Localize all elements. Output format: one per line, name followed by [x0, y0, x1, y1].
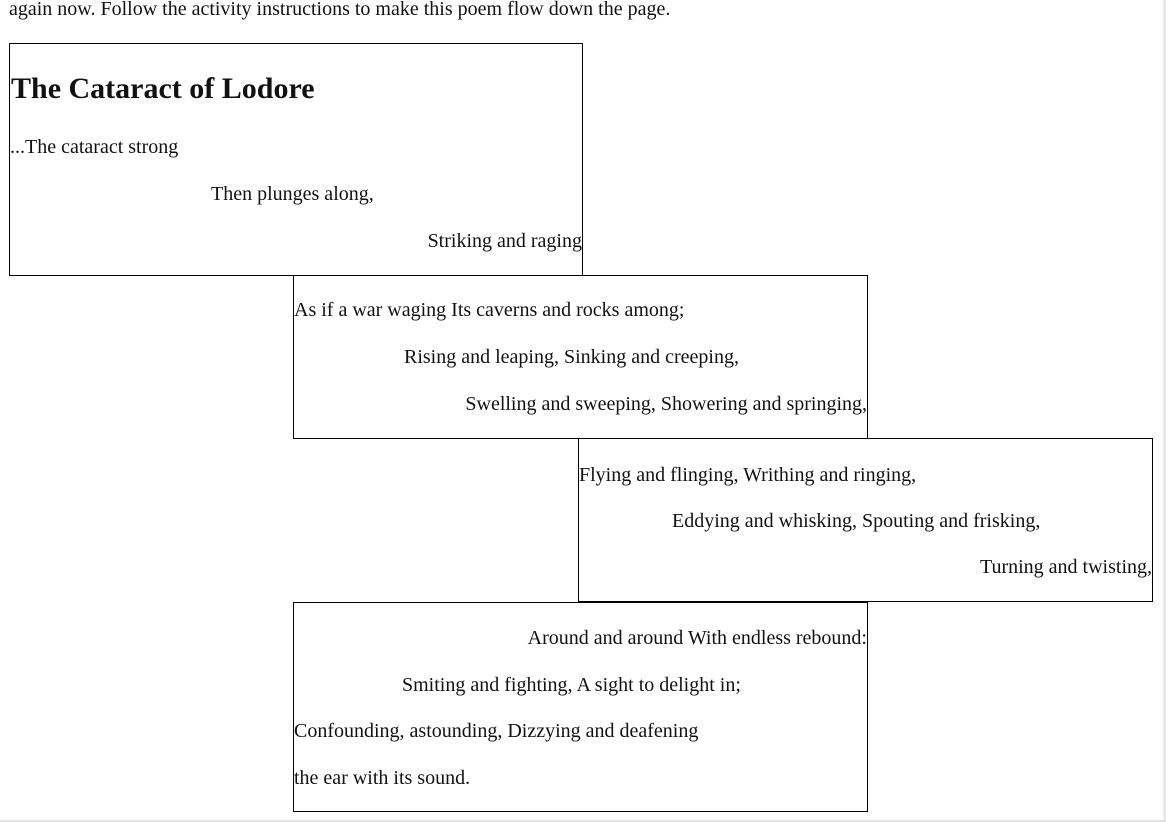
poem-line: Rising and leaping, Sinking and creeping,	[404, 346, 739, 368]
poem-line: As if a war waging Its caverns and rocks among;	[294, 299, 685, 321]
poem-line: Striking and raging	[427, 230, 582, 252]
poem-box-4	[293, 602, 868, 812]
poem-line: Around and around With endless rebound:	[527, 627, 867, 649]
poem-title: The Cataract of Lodore	[11, 72, 315, 105]
poem-box-2	[293, 275, 868, 439]
poem-line: Eddying and whisking, Spouting and frisking,	[672, 510, 1041, 532]
poem-line: the ear with its sound.	[294, 767, 471, 789]
poem-line: Turning and twisting,	[979, 556, 1152, 578]
poem-line: ...The cataract strong	[10, 136, 179, 158]
intro-text: again now. Follow the activity instructions to make this poem flow down the page.	[9, 0, 671, 20]
poem-line: Smiting and fighting, A sight to delight in;	[402, 674, 741, 696]
poem-box-1	[9, 43, 583, 276]
poem-line: Confounding, astounding, Dizzying and deafening	[294, 720, 699, 742]
poem-line: Then plunges along,	[211, 183, 374, 205]
poem-line: Flying and flinging, Writhing and ringing,	[579, 464, 917, 486]
poem-line: Swelling and sweeping, Showering and springing,	[465, 393, 867, 415]
poem-box-3	[578, 438, 1153, 602]
